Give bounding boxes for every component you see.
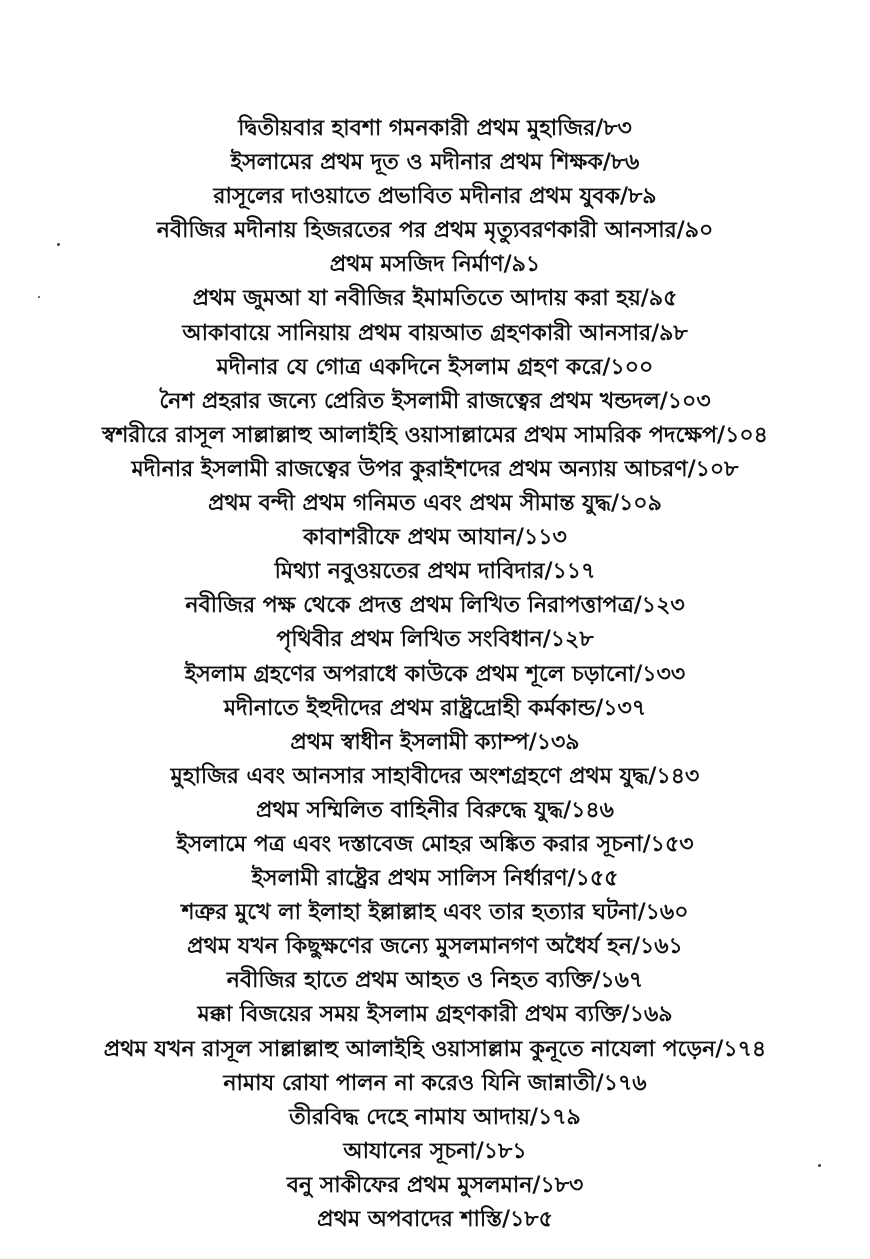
toc-entry: তীরবিদ্ধ দেহে নামায আদায়/১৭৯: [289, 1104, 581, 1130]
toc-entry: নবীজির মদীনায় হিজরতের পর প্রথম মৃত্যুবরণকারী আনসার/৯০: [156, 218, 714, 244]
toc-entry: নামায রোযা পালন না করেও যিনি জান্নাতী/১৭৬: [223, 1070, 647, 1096]
toc-entry: প্রথম মসজিদ নির্মাণ/৯১: [329, 252, 541, 278]
toc-entry: ইসলামী রাষ্ট্রের প্রথম সালিস নির্ধারণ/১৫৫: [251, 866, 619, 892]
toc-entry: ইসলাম গ্রহণের অপরাধে কাউকে প্রথম শূলে চড়ানো/১৩৩: [184, 661, 686, 687]
scan-speck: [57, 243, 60, 246]
toc-entry: প্রথম যখন কিছুক্ষণের জন্যে মুসলমানগণ অধৈর্য হন/১৬১: [187, 934, 683, 960]
toc-entry: মদীনার ইসলামী রাজত্বের উপর কুরাইশদের প্রথম অন্যায় আচরণ/১০৮: [131, 456, 739, 482]
toc-entry: আকাবায়ে সানিয়ায় প্রথম বায়আত গ্রহণকারী আনসার/৯৮: [182, 320, 688, 346]
toc-entry: মুহাজির এবং আনসার সাহাবীদের অংশগ্রহণে প্রথম যুদ্ধ/১৪৩: [170, 763, 700, 789]
toc-entry: বনু সাকীফের প্রথম মুসলমান/১৮৩: [286, 1172, 584, 1198]
toc-entry: মিথ্যা নবুওয়তের প্রথম দাবিদার/১১৭: [274, 559, 596, 585]
toc-entry: দ্বিতীয়বার হাবশা গমনকারী প্রথম মুহাজির/৮৩: [238, 116, 632, 141]
table-of-contents: [30, 112, 840, 1237]
toc-entry: রাসূলের দাওয়াতে প্রভাবিত মদীনার প্রথম যুবক/৮৯: [213, 184, 657, 210]
toc-entry: প্রথম স্বাধীন ইসলামী ক্যাম্প/১৩৯: [290, 729, 580, 755]
toc-entry: নবীজির পক্ষ থেকে প্রদত্ত প্রথম লিখিত নিরাপত্তাপত্র/১২৩: [185, 593, 685, 619]
toc-entry: প্রথম যখন রাসূল সাল্লাল্লাহু আলাইহি ওয়াসাল্লাম কুনূতে নাযেলা পড়েন/১৭৪: [103, 1036, 767, 1062]
toc-entry: পৃথিবীর প্রথম লিখিত সংবিধান/১২৮: [276, 627, 594, 653]
toc-entry: মদীনাতে ইহুদীদের প্রথম রাষ্ট্রদ্রোহী কর্মকান্ড/১৩৭: [223, 695, 647, 721]
toc-entry: প্রথম বন্দী প্রথম গনিমত এবং প্রথম সীমান্ত যুদ্ধ/১০৯: [208, 491, 662, 517]
toc-entry: প্রথম জুমআ যা নবীজির ইমামতিতে আদায় করা হয়/৯৫: [192, 286, 678, 312]
toc-entry: আযানের সূচনা/১৮১: [343, 1138, 527, 1164]
toc-entry: স্বশরীরে রাসূল সাল্লাল্লাহু আলাইহি ওয়াসাল্লামের প্রথম সামরিক পদক্ষেপ/১০৪: [102, 422, 768, 448]
toc-entry: প্রথম সম্মিলিত বাহিনীর বিরুদ্ধে যুদ্ধ/১৪৬: [256, 797, 614, 823]
toc-entry: নবীজির হাতে প্রথম আহত ও নিহত ব্যক্তি/১৬৭: [226, 968, 644, 994]
toc-entry: প্রথম অপবাদের শাস্তি/১৮৫: [317, 1207, 553, 1232]
toc-entry: ইসলামের প্রথম দূত ও মদীনার প্রথম শিক্ষক/৮৬: [230, 150, 640, 176]
toc-entry: কাবাশরীফে প্রথম আযান/১১৩: [303, 525, 567, 551]
toc-entry: মক্কা বিজয়ের সময় ইসলাম গ্রহণকারী প্রথম ব্যক্তি/১৬৯: [197, 1002, 673, 1028]
toc-entry: শত্রুর মুখে লা ইলাহা ইল্লাল্লাহ এবং তার হত্যার ঘটনা/১৬০: [181, 900, 689, 926]
toc-entry: মদীনার যে গোত্র একদিনে ইসলাম গ্রহণ করে/১০০: [216, 354, 654, 380]
scan-speck: [818, 1164, 821, 1167]
scan-speck: [38, 296, 40, 298]
toc-entry: ইসলামে পত্র এবং দস্তাবেজ মোহর অঙ্কিত করার সূচনা/১৫৩: [176, 831, 694, 857]
toc-entry: নৈশ প্রহরার জন্যে প্রেরিত ইসলামী রাজত্বের প্রথম খন্ডদল/১০৩: [159, 388, 711, 414]
